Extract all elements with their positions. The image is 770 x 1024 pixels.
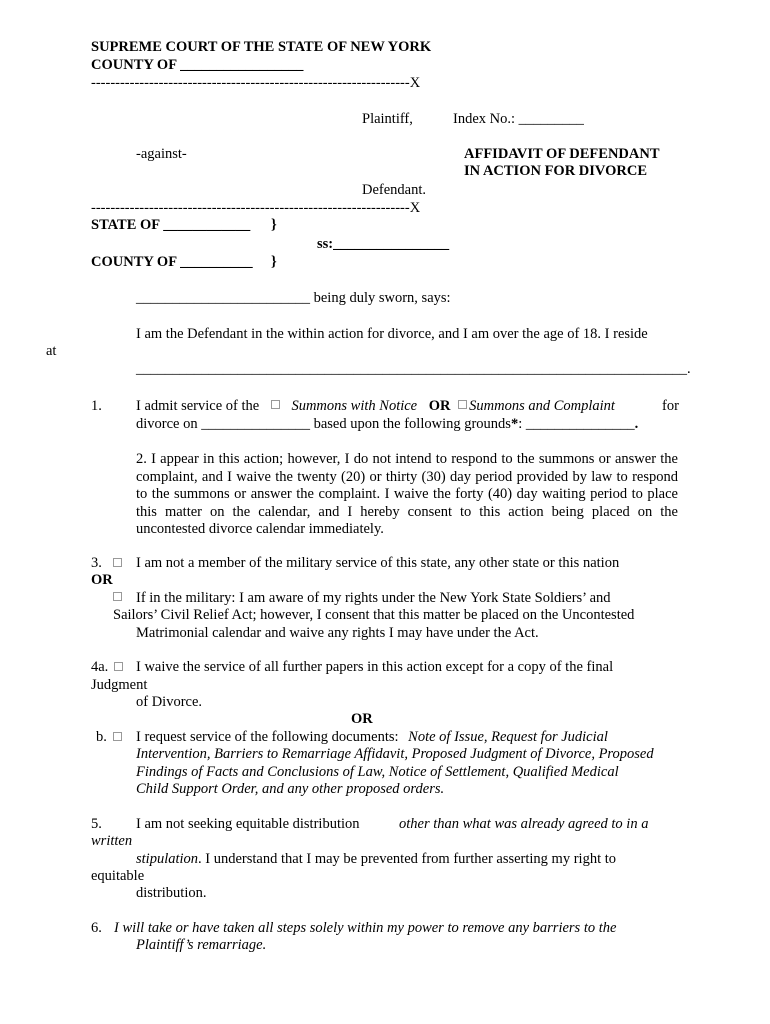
against-label: -against- [136,146,187,162]
venue-state: STATE OF ____________ [91,217,251,233]
asterisk: * [510,416,519,432]
admit-service-text: I admit service of the [136,398,260,414]
matrimonial-calendar-text: Matrimonial calendar and waive any rights I may have under the Act. [136,625,539,641]
defendant-statement: I am the Defendant in the within action for divorce, and I am over the age of 18. I reside [136,326,648,342]
barriers-text: I will take or have taken all steps solely within my power to remove any barriers to the [114,920,617,936]
request-service-checkbox[interactable] [113,732,122,741]
summons-with-notice-checkbox[interactable] [271,400,280,409]
para4a-number: 4a. [91,659,109,675]
para3-number: 3. [91,555,102,571]
para1-line2 [136,416,638,433]
request-service-line1 [136,729,608,746]
equitable-distribution-italic: other than what was already agreed to in a [399,816,649,832]
not-military-text: I am not a member of the military service of this state, any other state or this nation [136,555,620,571]
distribution-text: distribution. [136,885,207,901]
written-text: written [91,833,133,849]
court-name: SUPREME COURT OF THE STATE OF NEW YORK [91,39,432,55]
in-military-text: If in the military: I am aware of my rights under the New York State Soldiers’ and [136,590,611,606]
para4-or: OR [351,711,373,727]
summons-and-complaint-label: Summons and Complaint [469,398,615,414]
stipulation-line [136,851,616,868]
para2-text: 2. I appear in this action; however, I do not intend to respond to the summons or answer the complaint, and I waive the twenty (20) or thirty (30) day period provided by law to respond to the summons or answer the complaint. I waive the forty (40) day waiting period to place this matter on the calendar, and I hereby consent to this action being placed on the uncontested divorce calendar immediately. [136,451,678,537]
para1-period: . [634,416,639,432]
or-label: OR [428,398,451,414]
stipulation-word: stipulation [136,851,199,867]
county-caption: COUNTY OF _________________ [91,57,304,73]
divorce-on-text: divorce on _______________ based upon the following grounds [136,416,511,432]
para5-number: 5. [91,816,102,832]
documents-list-line2: Intervention, Barriers to Remarriage Affidavit, Proposed Judgment of Divorce, Proposed [136,746,654,762]
documents-list-start: Note of Issue, Request for Judicial [408,729,608,745]
waive-service-checkbox[interactable] [114,662,123,671]
documents-list-line4: Child Support Order, and any other proposed orders. [136,781,445,797]
document-title-line2: IN ACTION FOR DIVORCE [464,163,647,179]
document-title-line1: AFFIDAVIT OF DEFENDANT [464,146,660,162]
venue-brace-bottom: } [271,254,277,270]
para3-or: OR [91,572,113,588]
documents-list-line3: Findings of Facts and Conclusions of Law, Notice of Settlement, Qualified Medical [136,764,619,780]
venue-ss: ss:________________ [317,236,450,252]
judgment-text: Judgment [91,677,148,693]
in-military-checkbox[interactable] [113,592,122,601]
equitable-text: equitable [91,868,145,884]
for-label: for [662,398,679,414]
venue-brace-top: } [271,217,277,233]
index-number: Index No.: _________ [453,111,584,127]
caption-divider-bottom: ------------------------------------------------------------------X [91,200,421,216]
grounds-blank: : _______________ [518,416,635,432]
remarriage-text: Plaintiff’s remarriage. [136,937,267,953]
address-line: ____________________________________________________________________________. [136,361,691,377]
stipulation-rest: . I understand that I may be prevented from further asserting my right to [198,851,617,867]
caption-divider-top: ------------------------------------------------------------------X [91,75,421,91]
defendant-label: Defendant. [362,182,427,198]
para1-line1 [136,398,615,415]
summons-with-notice-label: Summons with Notice [291,398,418,414]
of-divorce-text: of Divorce. [136,694,203,710]
reside-at: at [46,343,57,359]
equitable-distribution-lead: I am not seeking equitable distribution [136,816,360,832]
summons-and-complaint-checkbox[interactable] [458,400,467,409]
venue-county: COUNTY OF __________ [91,254,253,270]
plaintiff-label: Plaintiff, [362,111,413,127]
sworn-line: ________________________ being duly sworn, says: [136,290,451,306]
para4b-number: b. [96,729,107,745]
para6-number: 6. [91,920,102,936]
sailors-act-text: Sailors’ Civil Relief Act; however, I consent that this matter be placed on the Uncontested [113,607,635,623]
para1-number: 1. [91,398,102,414]
not-military-checkbox[interactable] [113,558,122,567]
request-service-lead: I request service of the following documents: [136,729,399,745]
waive-service-text: I waive the service of all further papers in this action except for a copy of the final [136,659,614,675]
